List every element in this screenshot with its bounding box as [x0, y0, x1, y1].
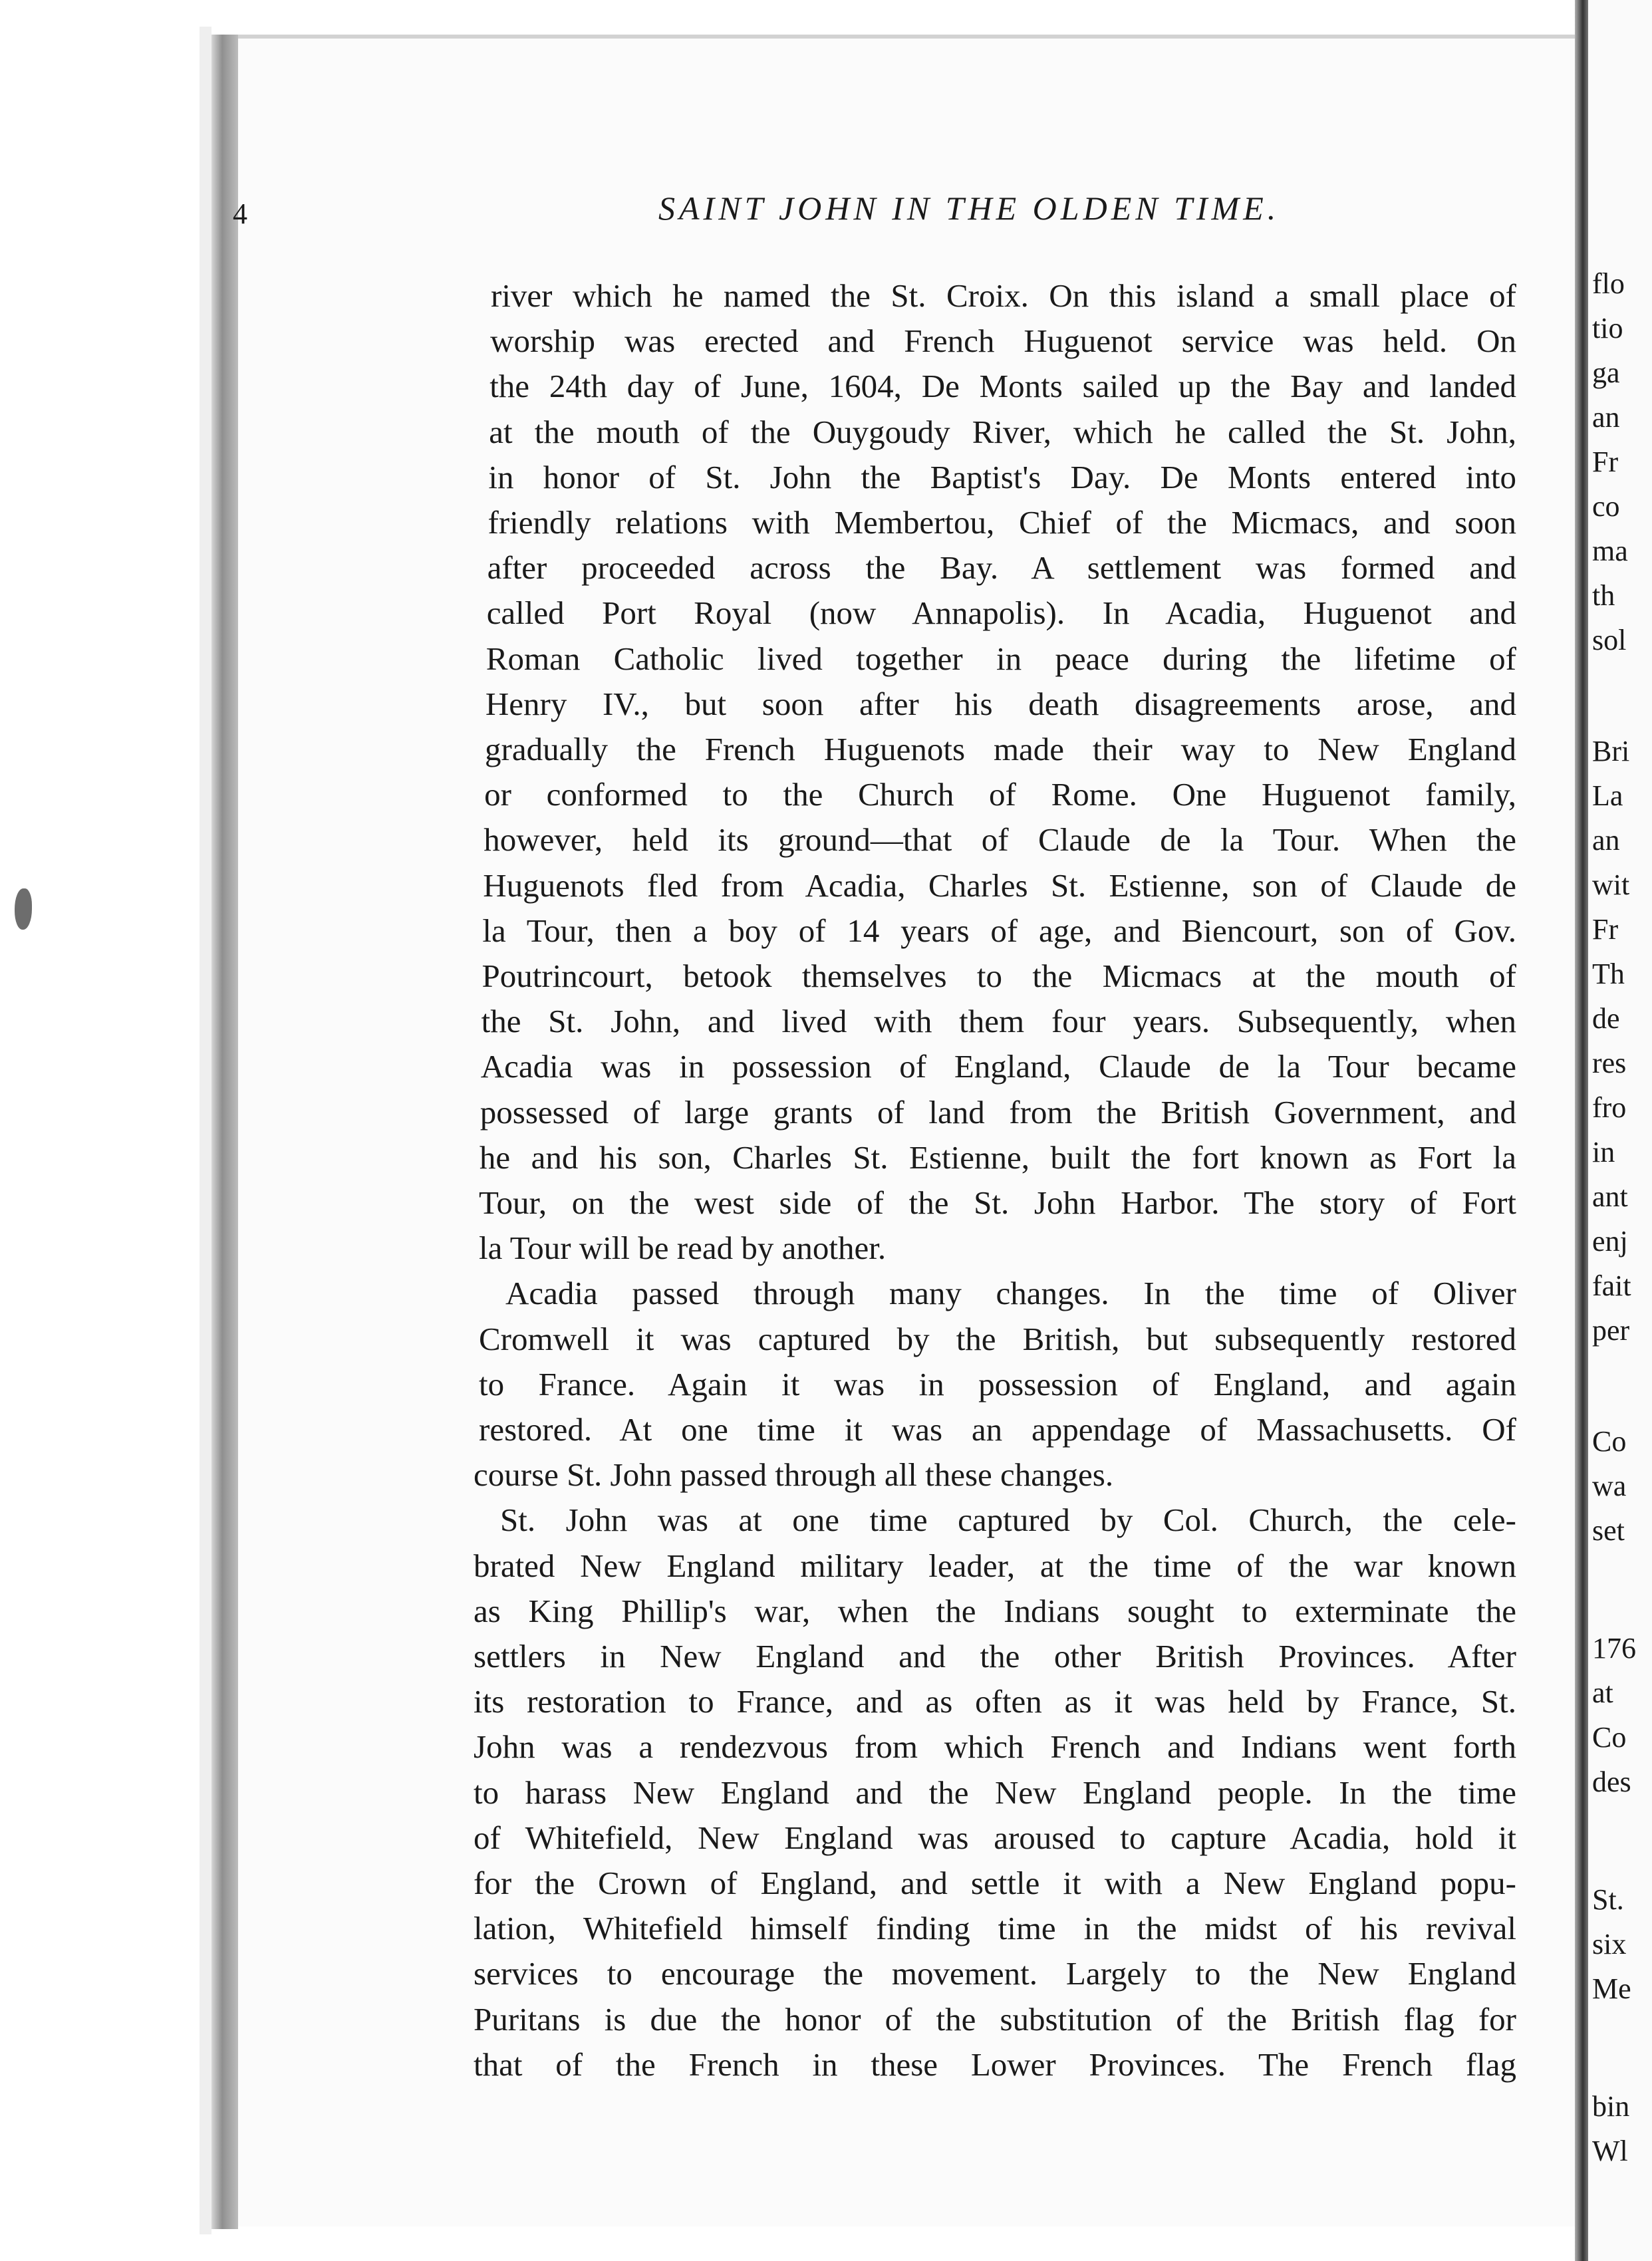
text-line: St. John was at one time captured by Col. Church, the cele-	[500, 1502, 1516, 1539]
facing-page-line: an	[1592, 824, 1620, 857]
text-line: Roman Catholic lived together in peace during the lifetime of	[485, 640, 1516, 677]
facing-page-line: in	[1592, 1136, 1615, 1168]
text-line: in honor of St. John the Baptist's Day. De Monts entered into	[488, 458, 1516, 495]
facing-page-line: wa	[1592, 1470, 1627, 1502]
text-line: Poutrincourt, betook themselves to the Micmacs at the mouth of	[482, 958, 1516, 994]
facing-page-line: six	[1592, 1928, 1627, 1960]
text-line: brated New England military leader, at the time of the war known	[474, 1547, 1516, 1584]
text-line: the St. John, and lived with them four years. Subsequently, when	[481, 1003, 1516, 1040]
text-line: called Port Royal (now Annapolis). In Acadia, Huguenot and	[486, 595, 1516, 632]
text-line: friendly relations with Membertou, Chief of the Micmacs, and soon	[487, 504, 1516, 541]
text-line: as King Phillip's war, when the Indians sought to exterminate the	[474, 1592, 1516, 1629]
facing-page-fragment	[1588, 0, 1652, 2261]
text-line: Puritans is due the honor of the substitution of the British flag for	[474, 2000, 1516, 2038]
text-line: for the Crown of England, and settle it with a New England popu-	[474, 1865, 1516, 1901]
text-line: possessed of large grants of land from the British Government, and	[480, 1093, 1516, 1130]
facing-page-line: fro	[1592, 1091, 1627, 1124]
facing-page-line: 176	[1592, 1632, 1636, 1664]
text-line: river which he named the St. Croix. On this island a small place of	[491, 277, 1516, 314]
facing-page-line: La	[1592, 779, 1623, 812]
text-line: la Tour, then a boy of 14 years of age, and Biencourt, son of Gov.	[482, 912, 1516, 949]
text-line: la Tour will be read by another.	[479, 1230, 887, 1267]
text-line: gradually the French Huguenots made their way to New England	[485, 731, 1516, 767]
text-line: Henry IV., but soon after his death disagreements arose, and	[485, 685, 1516, 722]
facing-page-line: enj	[1592, 1225, 1628, 1258]
ink-blot	[15, 888, 32, 930]
facing-page-line: at	[1592, 1676, 1613, 1709]
running-title: SAINT JOHN IN THE OLDEN TIME.	[658, 190, 1280, 227]
text-line: John was a rendezvous from which French and Indians went forth	[474, 1728, 1516, 1766]
text-line: to harass New England and the New England people. In the time	[474, 1774, 1516, 1811]
facing-page-line: th	[1592, 579, 1615, 612]
text-line: settlers in New England and the other British Provinces. After	[474, 1638, 1516, 1674]
book-gutter	[1575, 0, 1588, 2261]
text-line: Acadia was in possession of England, Claude de la Tour became	[480, 1048, 1516, 1085]
text-line: Tour, on the west side of the St. John Harbor. The story of Fort	[479, 1184, 1516, 1221]
facing-page-line: sol	[1592, 624, 1627, 656]
facing-page-line: Wl	[1592, 2135, 1628, 2167]
text-line: he and his son, Charles St. Estienne, built the fort known as Fort la	[479, 1138, 1516, 1176]
facing-page-line: Me	[1592, 1972, 1631, 2005]
text-line: of Whitefield, New England was aroused to capture Acadia, hold it	[474, 1819, 1516, 1856]
text-line: the 24th day of June, 1604, De Monts sailed up the Bay and landed	[489, 368, 1516, 405]
text-line: its restoration to France, and as often as it was held by France, St.	[474, 1683, 1516, 1720]
facing-page-line: fait	[1592, 1269, 1631, 1302]
text-line: restored. At one time it was an appendage of Massachusetts. Of	[479, 1411, 1516, 1448]
facing-page-line: Co	[1592, 1425, 1627, 1458]
facing-page-line: St.	[1592, 1883, 1624, 1916]
text-line: lation, Whitefield himself finding time in the midst of his revival	[474, 1910, 1516, 1947]
facing-page-line: wit	[1592, 868, 1630, 901]
facing-page-line: Fr	[1592, 446, 1619, 478]
text-line: or conformed to the Church of Rome. One Huguenot family,	[484, 776, 1516, 813]
page-number: 4	[233, 198, 247, 230]
text-line: at the mouth of the Ouygoudy River, which he called the St. John,	[489, 413, 1516, 450]
facing-page-line: Fr	[1592, 913, 1619, 946]
facing-page-line: des	[1592, 1766, 1631, 1798]
facing-page-line: Co	[1592, 1721, 1627, 1754]
facing-page-line: ga	[1592, 356, 1620, 389]
facing-page-line: res	[1592, 1047, 1627, 1079]
facing-page-line: Bri	[1592, 735, 1630, 767]
text-line: Huguenots fled from Acadia, Charles St. Estienne, son of Claude de	[483, 866, 1516, 904]
text-line: services to encourage the movement. Largely to the New England	[474, 1955, 1516, 1992]
text-line: Acadia passed through many changes. In the time of Oliver	[505, 1275, 1516, 1312]
text-line: worship was erected and French Huguenot service was held. On	[490, 323, 1516, 360]
text-line: course St. John passed through all these changes.	[474, 1456, 1114, 1494]
facing-page-line: de	[1592, 1002, 1620, 1035]
facing-page-line: tio	[1592, 312, 1623, 344]
facing-page-line: ant	[1592, 1180, 1628, 1213]
facing-page-line: flo	[1592, 267, 1625, 300]
text-line: Cromwell it was captured by the British, but subsequently restored	[479, 1320, 1516, 1357]
facing-page-line: ma	[1592, 535, 1628, 567]
facing-page-line: per	[1592, 1314, 1630, 1347]
text-line: that of the French in these Lower Provinces. The French flag	[474, 2046, 1516, 2083]
facing-page-line: an	[1592, 401, 1620, 434]
page-spine-edge	[211, 35, 238, 2229]
facing-page-line: co	[1592, 490, 1620, 523]
page-edge-shadow	[200, 27, 211, 2234]
text-line: however, held its ground—that of Claude de la Tour. When the	[483, 821, 1516, 859]
facing-page-line: bin	[1592, 2090, 1630, 2123]
text-line: after proceeded across the Bay. A settlement was formed and	[487, 549, 1516, 587]
facing-page-line: Th	[1592, 958, 1625, 990]
facing-page-line: set	[1592, 1514, 1625, 1547]
text-line: to France. Again it was in possession of England, and again	[479, 1365, 1516, 1402]
